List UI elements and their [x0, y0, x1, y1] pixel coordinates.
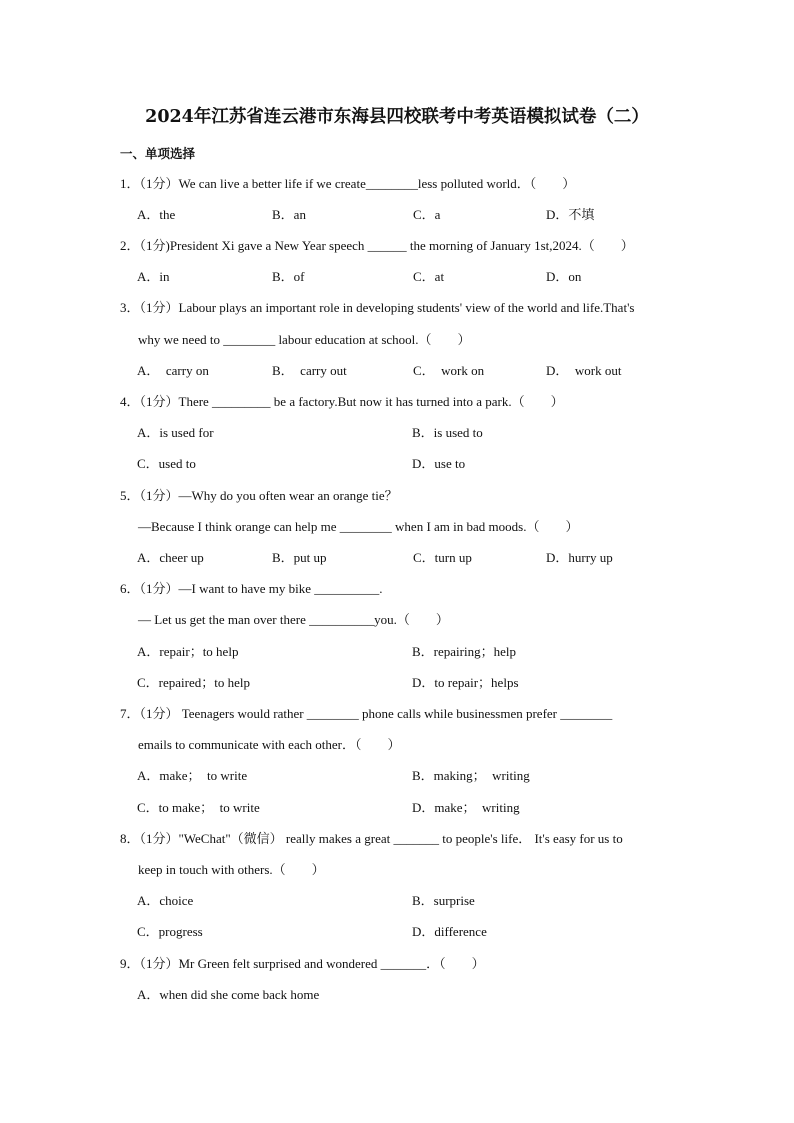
section-heading: 一、单项选择 [120, 146, 196, 161]
option-a[interactable]: A．when did she come back home [137, 987, 320, 1002]
option-a[interactable]: A．the [137, 207, 176, 222]
option-c[interactable]: C．to make； to write [137, 800, 260, 815]
option-a[interactable]: A．in [137, 269, 170, 284]
question-4-options-row2 [0, 456, 794, 472]
option-c[interactable]: C．progress [137, 924, 203, 939]
question-9-options [0, 987, 794, 1003]
question-3-options [0, 363, 794, 379]
option-b[interactable]: B． carry out [272, 363, 347, 378]
question-8-text-cont: keep in touch with others.（ ） [138, 862, 325, 877]
option-c[interactable]: C．used to [137, 456, 196, 471]
option-c[interactable]: C． work on [413, 363, 485, 378]
page-title: 2024年江苏省连云港市东海县四校联考中考英语模拟试卷（二） [145, 107, 649, 127]
question-7-options-row1 [0, 768, 794, 784]
question-5-options [0, 550, 794, 566]
option-d[interactable]: D．difference [412, 924, 487, 939]
option-d[interactable]: D．不填 [546, 207, 595, 222]
question-2-options [0, 269, 794, 285]
option-b[interactable]: B．making； writing [412, 768, 530, 783]
option-b[interactable]: B．surprise [412, 893, 475, 908]
option-d[interactable]: D．use to [412, 456, 466, 471]
question-6-options-row1 [0, 644, 794, 660]
option-b[interactable]: B．put up [272, 550, 327, 565]
question-6-text-cont: — Let us get the man over there __________you.（ ） [138, 612, 449, 627]
option-d[interactable]: D． work out [546, 363, 622, 378]
question-3-text-cont: why we need to ________ labour education at school.（ ） [138, 332, 471, 347]
question-4-text: 4．（1分）There _________ be a factory.But now it has turned into a park.（ ） [120, 394, 564, 409]
question-1-text: 1．（1分）We can live a better life if we create________less polluted world．（ ） [120, 176, 576, 191]
option-a[interactable]: A．choice [137, 893, 194, 908]
option-a[interactable]: A． carry on [137, 363, 209, 378]
question-8-text: 8．（1分）"WeChat"（微信） really makes a great _______ to people's life． It's easy for us to [120, 831, 623, 846]
option-d[interactable]: D．make； writing [412, 800, 520, 815]
option-a[interactable]: A．is used for [137, 425, 214, 440]
option-d[interactable]: D．hurry up [546, 550, 613, 565]
question-5-text-cont: —Because I think orange can help me ________ when I am in bad moods.（ ） [138, 519, 579, 534]
option-c[interactable]: C．a [413, 207, 441, 222]
question-3-text: 3．（1分）Labour plays an important role in developing students' view of the world and life.That's [120, 300, 635, 315]
question-7-text-cont: emails to communicate with each other．（ ） [138, 737, 401, 752]
option-a[interactable]: A．cheer up [137, 550, 204, 565]
question-5-text: 5．（1分）—Why do you often wear an orange tie？ [120, 488, 398, 503]
question-7-text: 7．（1分） Teenagers would rather ________ phone calls while businessmen prefer ________ [120, 706, 613, 721]
question-8-options-row1 [0, 893, 794, 909]
option-b[interactable]: B．of [272, 269, 305, 284]
option-c[interactable]: C．at [413, 269, 445, 284]
question-1-options [0, 207, 794, 223]
option-c[interactable]: C．turn up [413, 550, 472, 565]
question-8-options-row2 [0, 924, 794, 940]
option-b[interactable]: B．is used to [412, 425, 483, 440]
option-a[interactable]: A．repair；to help [137, 644, 239, 659]
option-b[interactable]: B．repairing；help [412, 644, 516, 659]
question-4-options-row1 [0, 425, 794, 441]
question-6-options-row2 [0, 675, 794, 691]
option-b[interactable]: B．an [272, 207, 306, 222]
question-7-options-row2 [0, 800, 794, 816]
question-6-text: 6．（1分）—I want to have my bike __________. [120, 581, 383, 596]
option-d[interactable]: D．to repair；helps [412, 675, 519, 690]
option-c[interactable]: C．repaired；to help [137, 675, 250, 690]
question-2-text: 2．（1分)President Xi gave a New Year speech ______ the morning of January 1st,2024.（ ） [120, 238, 634, 253]
option-a[interactable]: A．make； to write [137, 768, 248, 783]
option-d[interactable]: D．on [546, 269, 582, 284]
question-9-text: 9．（1分）Mr Green felt surprised and wondered _______．（ ） [120, 956, 485, 971]
